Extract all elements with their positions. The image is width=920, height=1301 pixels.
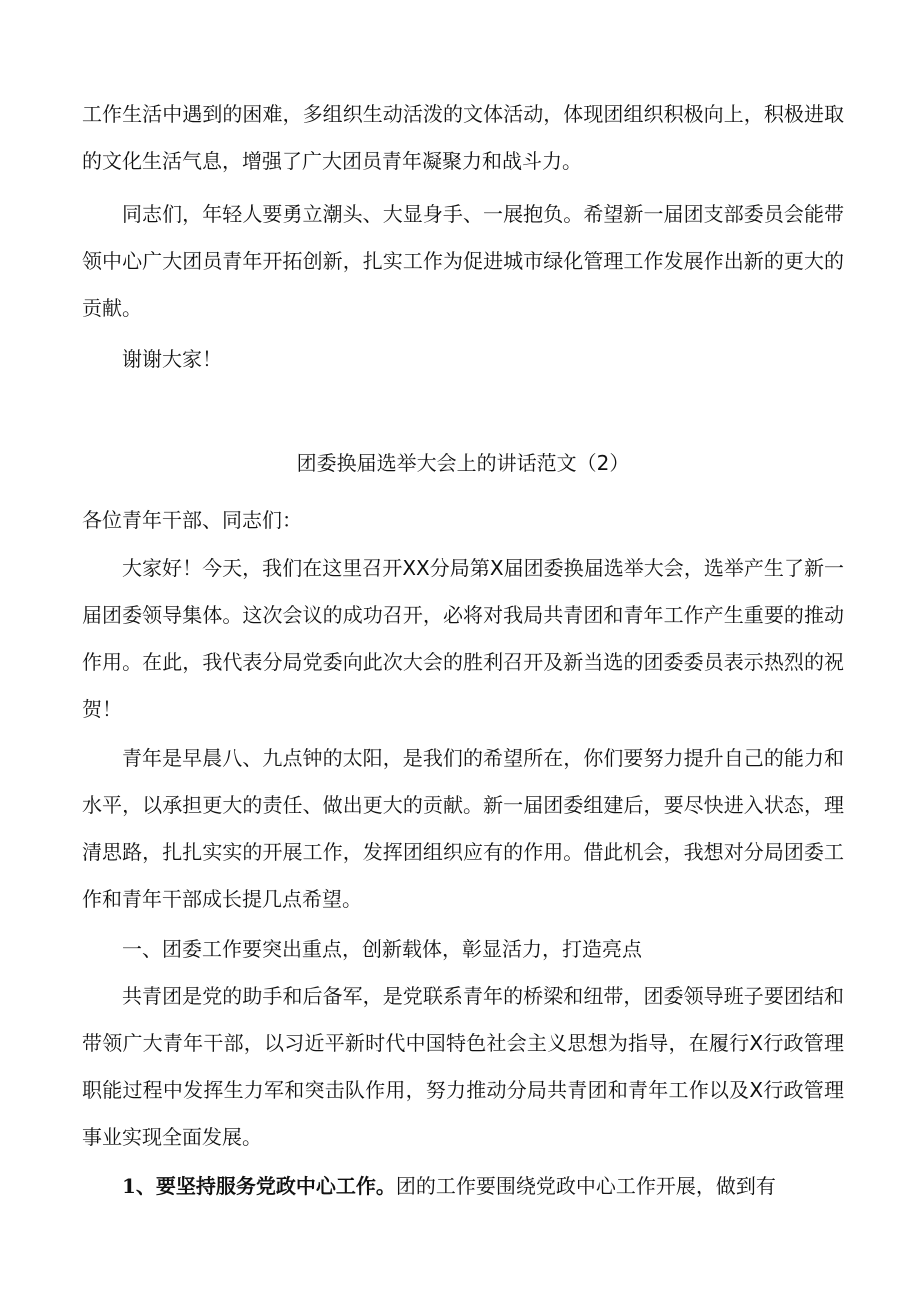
paragraph-continued: 工作生活中遇到的困难，多组织生动活泼的文体活动，体现团组织积极向上，积极进取的文化生活气息，增强了广大团员青年凝聚力和战斗力。	[82, 102, 844, 173]
paragraph-thanks: 谢谢大家！	[122, 347, 222, 371]
paragraph-point-one	[82, 1163, 844, 1210]
paragraph-closing-remarks: 同志们，年轻人要勇立潮头、大显身手、一展抱负。希望新一届团支部委员会能带领中心广大团员青年开拓创新，扎实工作为促进城市绿化管理工作发展作出新的更大的贡献。	[82, 202, 844, 320]
greeting: 各位青年干部、同志们：	[82, 508, 302, 532]
section-heading-one: 一、团委工作要突出重点，创新载体，彰显活力，打造亮点	[122, 937, 642, 961]
section-title: 团委换届选举大会上的讲话范文（2）	[296, 451, 630, 475]
point-one-lead: 1、要坚持服务党政中心工作。	[122, 1174, 396, 1198]
paragraph-youth: 青年是早晨八、九点钟的太阳，是我们的希望所在，你们要努力提升自己的能力和水平，以承担更大的责任、做出更大的贡献。新一届团委组建后，要尽快进入状态，理清思路，扎扎实实的开展工作，发挥团组织应有的作用。借此机会，我想对分局团委工作和青年干部成长提几点希望。	[82, 746, 844, 911]
paragraph-opening: 大家好！今天，我们在这里召开XX分局第X届团委换届选举大会，选举产生了新一届团委领导集体。这次会议的成功召开，必将对我局共青团和青年工作产生重要的推动作用。在此，我代表分局党委向此次大会的胜利召开及新当选的团委委员表示热烈的祝贺！	[82, 556, 844, 721]
point-one-text: 团的工作要围绕党政中心工作开展，做到有	[395, 1174, 776, 1198]
paragraph-league-role: 共青团是党的助手和后备军，是党联系青年的桥梁和纽带，团委领导班子要团结和带领广大青年干部，以习近平新时代中国特色社会主义思想为指导，在履行X行政管理职能过程中发挥生力军和突击队作用，努力推动分局共青团和青年工作以及X行政管理事业实现全面发展。	[82, 984, 844, 1149]
